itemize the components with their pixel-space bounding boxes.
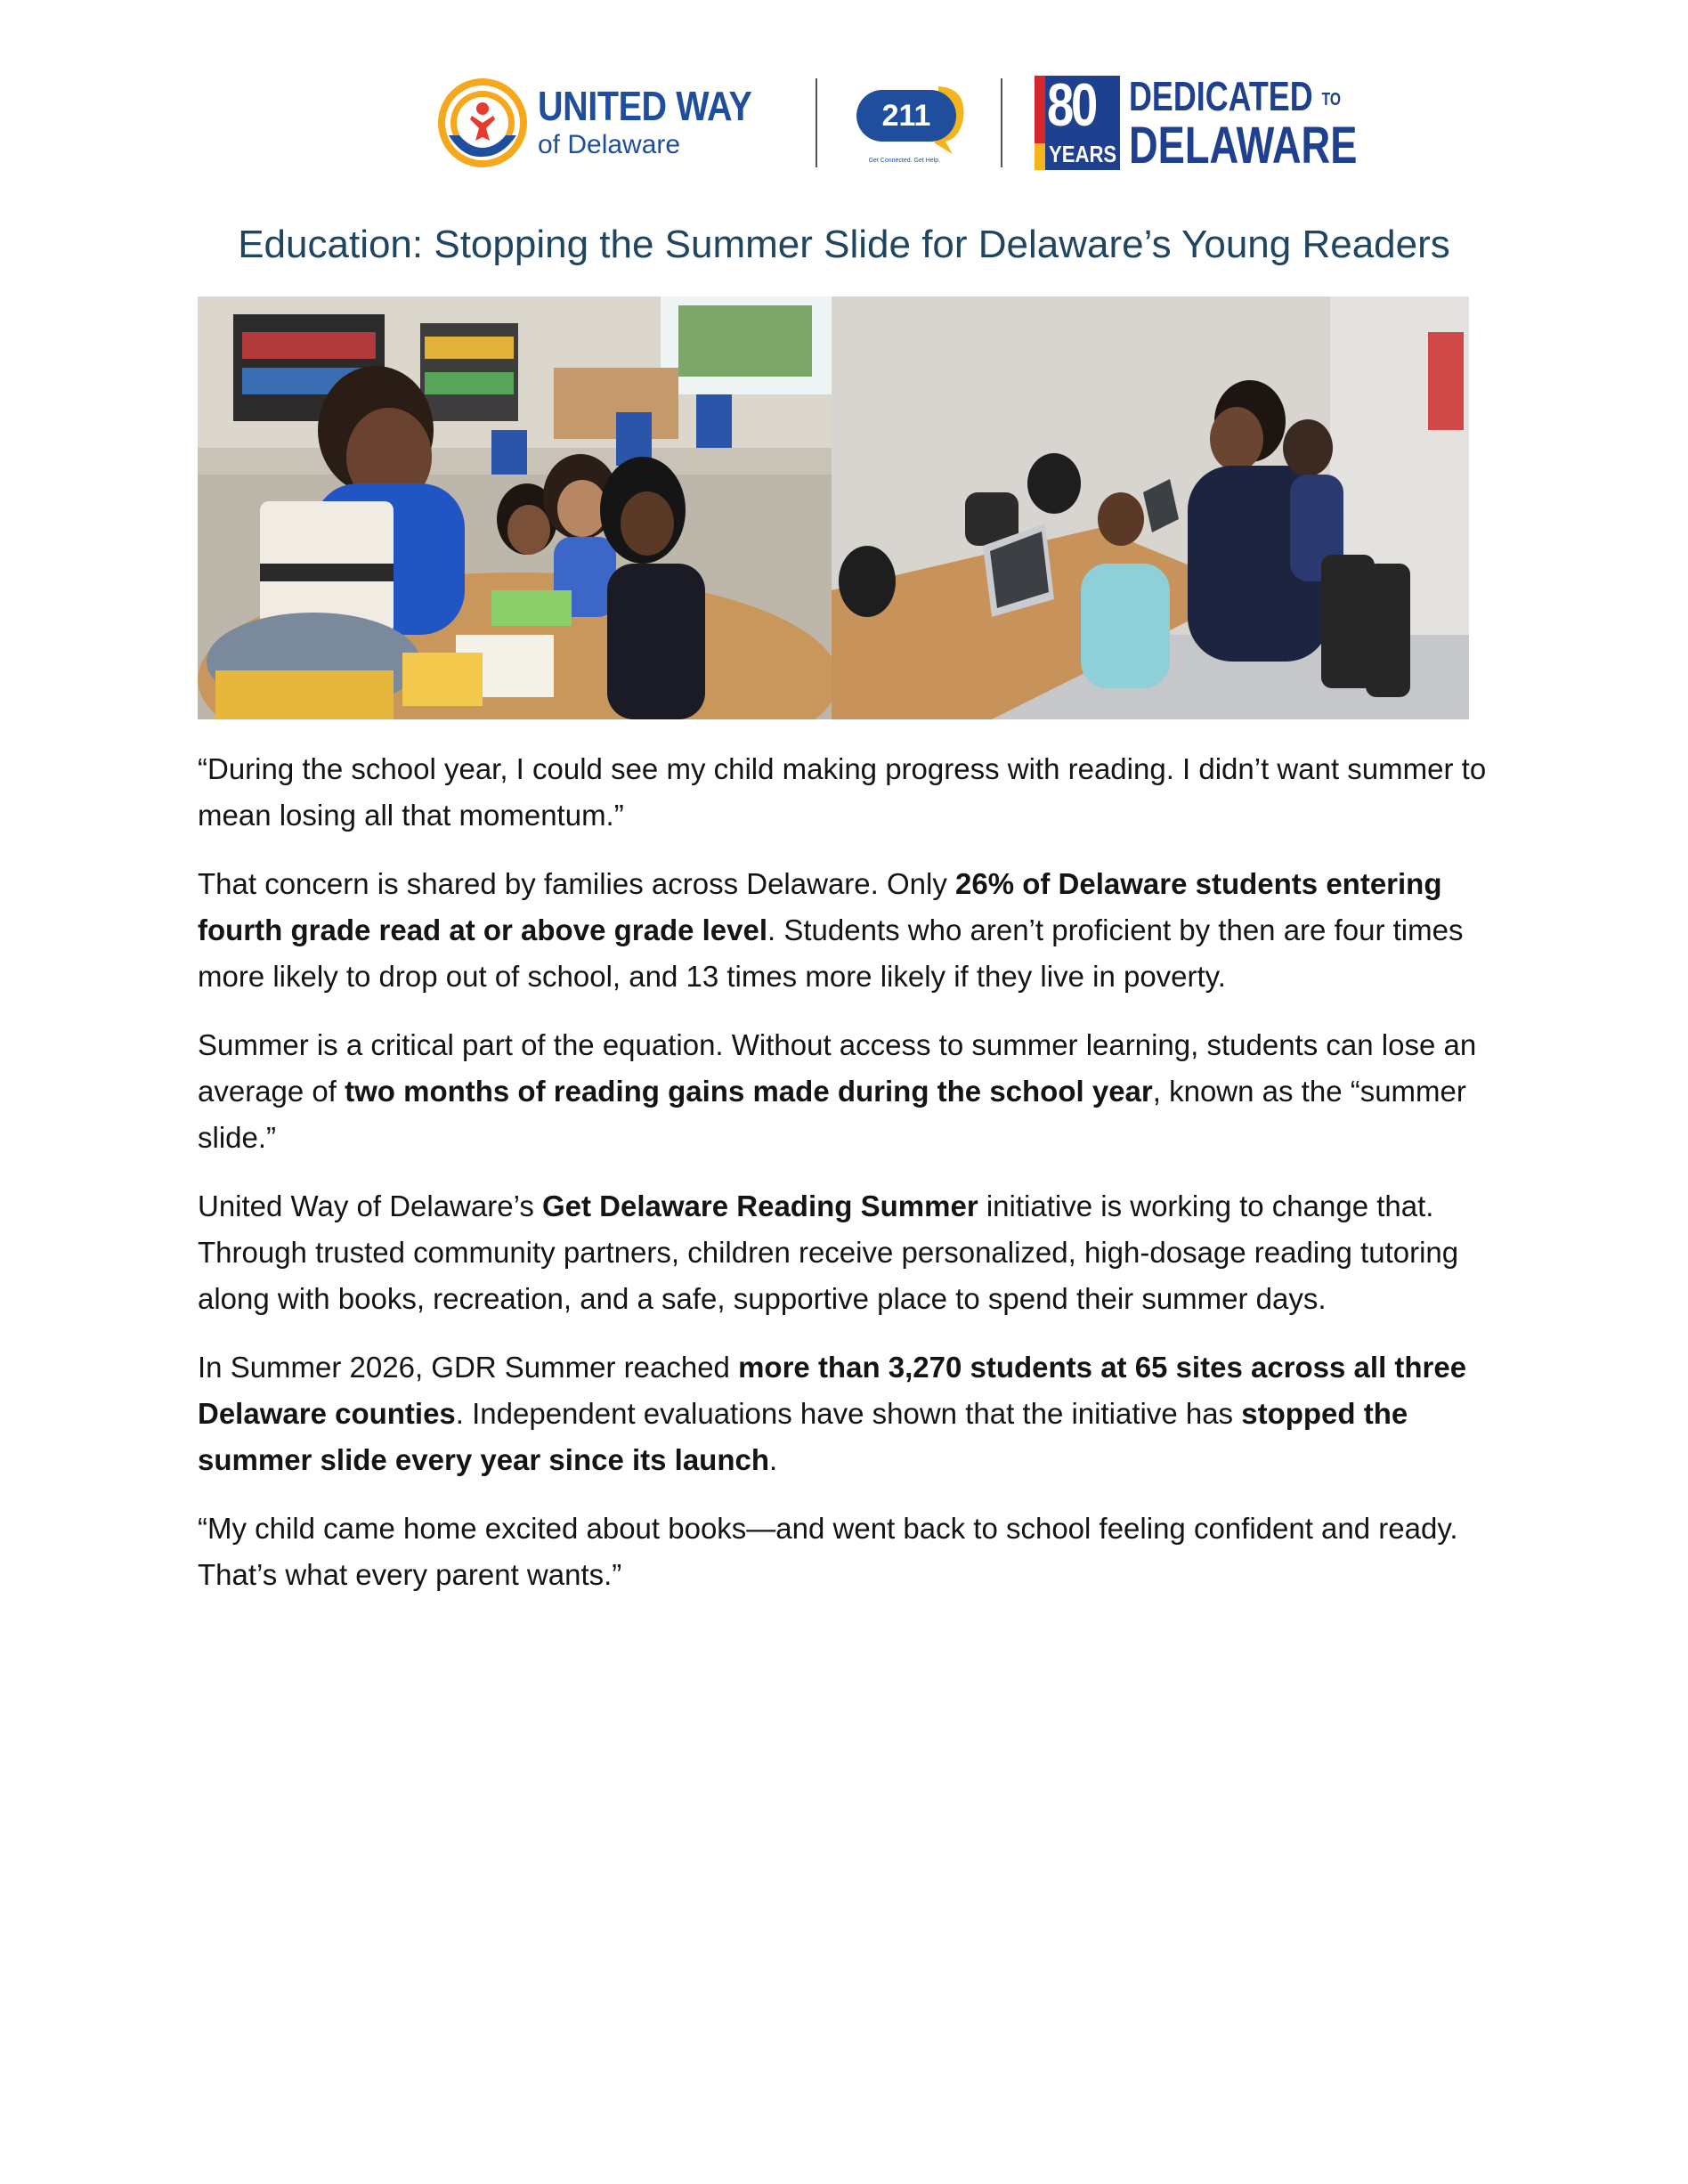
- parent-quote-opening: [198, 746, 1497, 839]
- paragraph-text: . Students who aren’t proficient by then are four times more likely to drop out of school, and 13 times more likely if they live in poverty.: [198, 913, 1464, 993]
- to-text: TO: [1321, 89, 1341, 110]
- paragraph-text: United Way of Delaware’s: [198, 1189, 542, 1222]
- paragraph-text: . Independent evaluations have shown that the initiative has: [455, 1397, 1242, 1430]
- dedicated-80-logo: [1035, 73, 1422, 175]
- 80-years-badge: [1035, 76, 1120, 170]
- bold-statistic: two months of reading gains made during the school year: [345, 1075, 1153, 1108]
- paragraph-text: .: [769, 1443, 778, 1476]
- paragraph-results: [198, 1344, 1497, 1483]
- logo-211-number: 211: [881, 99, 930, 133]
- header-logos: [436, 69, 1421, 176]
- quote-text: “My child came home excited about books—and went back to school feeling confident and ready. That’s what every parent wants.”: [198, 1512, 1458, 1591]
- page-title: Education: Stopping the Summer Slide for Delaware’s Young Readers: [238, 223, 1450, 266]
- united-way-mark-icon: [436, 77, 529, 169]
- logo-divider: [1001, 78, 1002, 167]
- paragraph-summer: [198, 1022, 1497, 1161]
- bold-statistic: stopped the summer slide every year since its launch: [198, 1397, 1408, 1476]
- paragraph-text: initiative is working to change that. Through trusted community partners, children receive personalized, high-dosage reading tutoring along with books, recreation, and a safe, supportive place to spend their summer days.: [198, 1189, 1459, 1315]
- speech-bubble-icon: [849, 74, 974, 159]
- badge-number: 80: [1046, 76, 1095, 139]
- united-way-logo: [436, 77, 787, 169]
- paragraph-concern: [198, 861, 1497, 1000]
- photo-strip: [198, 296, 1469, 719]
- paragraph-text: Summer is a critical part of the equation. Without access to summer learning, students can lose an average of: [198, 1028, 1477, 1108]
- bold-program-name: Get Delaware Reading Summer: [542, 1189, 978, 1222]
- united-way-subtitle: of Delaware: [538, 130, 681, 159]
- delaware-text: DELAWARE: [1128, 116, 1357, 175]
- paragraph-text: In Summer 2026, GDR Summer reached: [198, 1351, 739, 1384]
- bold-statistic: more than 3,270 students at 65 sites across all three Delaware counties: [198, 1351, 1467, 1430]
- classroom-photo-right: [832, 296, 1469, 719]
- paragraph-text: , known as the “summer slide.”: [198, 1075, 1466, 1154]
- article-body: [198, 746, 1497, 1620]
- bold-statistic: 26% of Delaware students entering fourth grade read at or above grade level: [198, 867, 1442, 946]
- badge-years: YEARS: [1048, 141, 1116, 167]
- classroom-photo-left: [198, 296, 832, 719]
- dedicated-text: DEDICATED: [1128, 73, 1313, 120]
- logo-211-tagline: Get Connected. Get Help.: [868, 158, 941, 164]
- united-way-name: UNITED WAY: [538, 83, 752, 129]
- logo-divider: [816, 78, 817, 167]
- quote-text: “During the school year, I could see my child making progress with reading. I didn’t want summer to mean losing all that momentum.”: [198, 752, 1487, 832]
- parent-quote-closing: [198, 1506, 1497, 1598]
- paragraph-initiative: [198, 1183, 1497, 1322]
- paragraph-text: That concern is shared by families across Delaware. Only: [198, 867, 956, 900]
- logo-211: [849, 74, 974, 172]
